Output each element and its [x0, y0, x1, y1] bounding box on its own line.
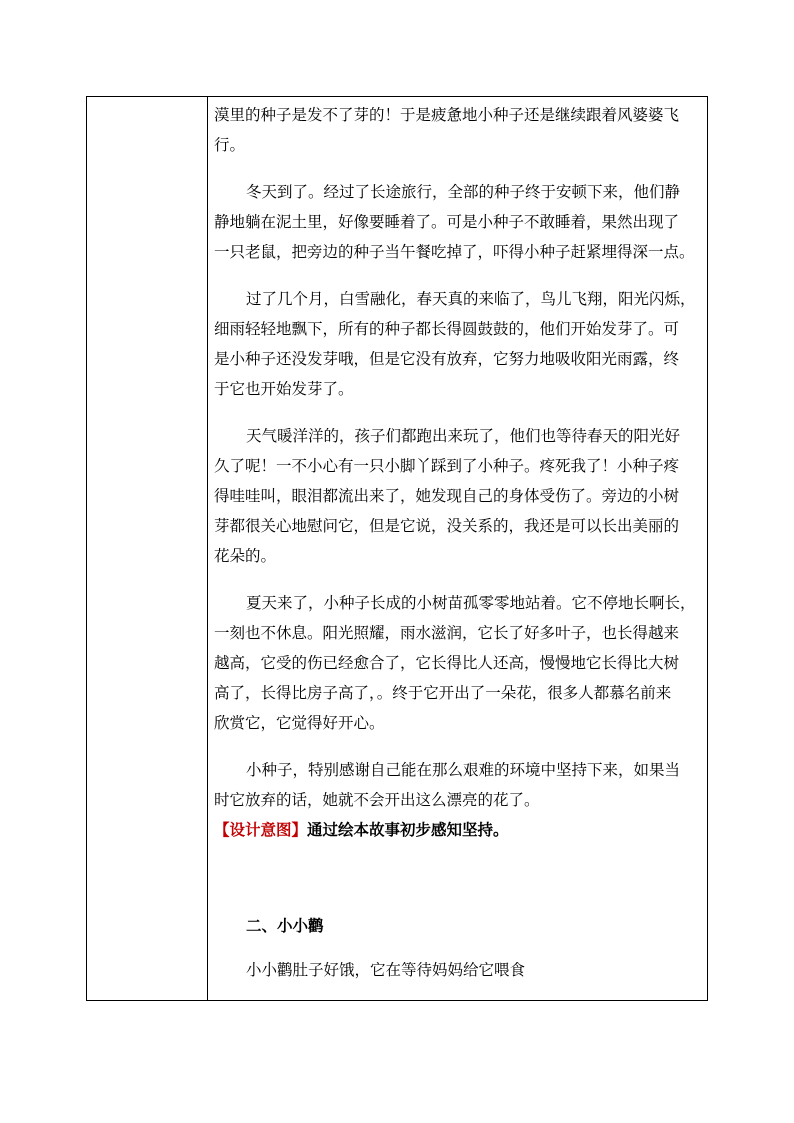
paragraph-spring: [214, 284, 701, 404]
text-line: 久了呢！一不小心有一只小脚丫踩到了小种子。疼死我了！小种子疼: [214, 457, 680, 475]
text-line: 一只老鼠，把旁边的种子当午餐吃掉了，吓得小种子赶紧埋得深一点。: [214, 243, 695, 261]
text-line: 一刻也不休息。阳光照耀，雨水滋润，它长了好多叶子，也长得越来: [214, 624, 680, 642]
paragraph-gratitude: [214, 755, 701, 815]
paragraph-summer: [214, 588, 701, 738]
design-intent: [214, 815, 701, 845]
text-line: 行。: [214, 136, 246, 154]
text-line: 静地躺在泥土里，好像要睡着了。可是小种子不敢睡着，果然出现了: [214, 213, 680, 231]
text-line: 漠里的种子是发不了芽的！于是疲惫地小种子还是继续跟着风婆婆飞: [214, 106, 680, 124]
section-heading: 二、小小鹳: [246, 917, 324, 935]
text-line: 芽都很关心地慰问它，但是它说，没关系的，我还是可以长出美丽的: [214, 517, 680, 535]
paragraph-winter: [214, 177, 701, 267]
text-line: 天气暖洋洋的，孩子们都跑出来玩了，他们也等待春天的阳光好: [246, 427, 681, 445]
text-line: 细雨轻轻地飘下，所有的种子都长得圆鼓鼓的，他们开始发芽了。可: [214, 320, 680, 338]
text-line: 欣赏它，它觉得好开心。: [214, 714, 385, 732]
text-line: 小小鹳肚子好饿，它在等待妈妈给它喂食: [246, 961, 526, 979]
paragraph-warm-weather: [214, 421, 701, 571]
lesson-table: [86, 96, 708, 1001]
text-line: 得哇哇叫，眼泪都流出来了，她发现自己的身体受伤了。旁边的小树: [214, 487, 680, 505]
text-line: 越高，它受的伤已经愈合了，它长得比人还高，慢慢地它长得比大树: [214, 654, 680, 672]
table-left-column: [87, 97, 208, 1000]
text-line: 高了，长得比房子高了，。终于它开出了一朵花，很多人都慕名前来: [214, 684, 672, 702]
text-line: 冬天到了。经过了长途旅行，全部的种子终于安顿下来，他们静: [246, 183, 681, 201]
design-intent-text: 通过绘本故事初步感知坚持。: [307, 821, 509, 839]
text-line: 时它放弃的话，她就不会开出这么漂亮的花了。: [214, 791, 540, 809]
text-line: 过了几个月，白雪融化，春天真的来临了，鸟儿飞翔，阳光闪烁，: [246, 290, 696, 308]
text-line: 于它也开始发芽了。: [214, 380, 354, 398]
text-line: 小种子，特别感谢自己能在那么艰难的环境中坚持下来，如果当: [246, 761, 681, 779]
text-line: 夏天来了，小种子长成的小树苗孤零零地站着。它不停地长啊长，: [246, 594, 696, 612]
text-line: 是小种子还没发芽哦，但是它没有放弃，它努力地吸收阳光雨露，终: [214, 350, 680, 368]
design-intent-tag: 【设计意图】: [214, 821, 308, 839]
table-content-column: [208, 97, 707, 1000]
text-line: 花朵的。: [214, 547, 277, 565]
